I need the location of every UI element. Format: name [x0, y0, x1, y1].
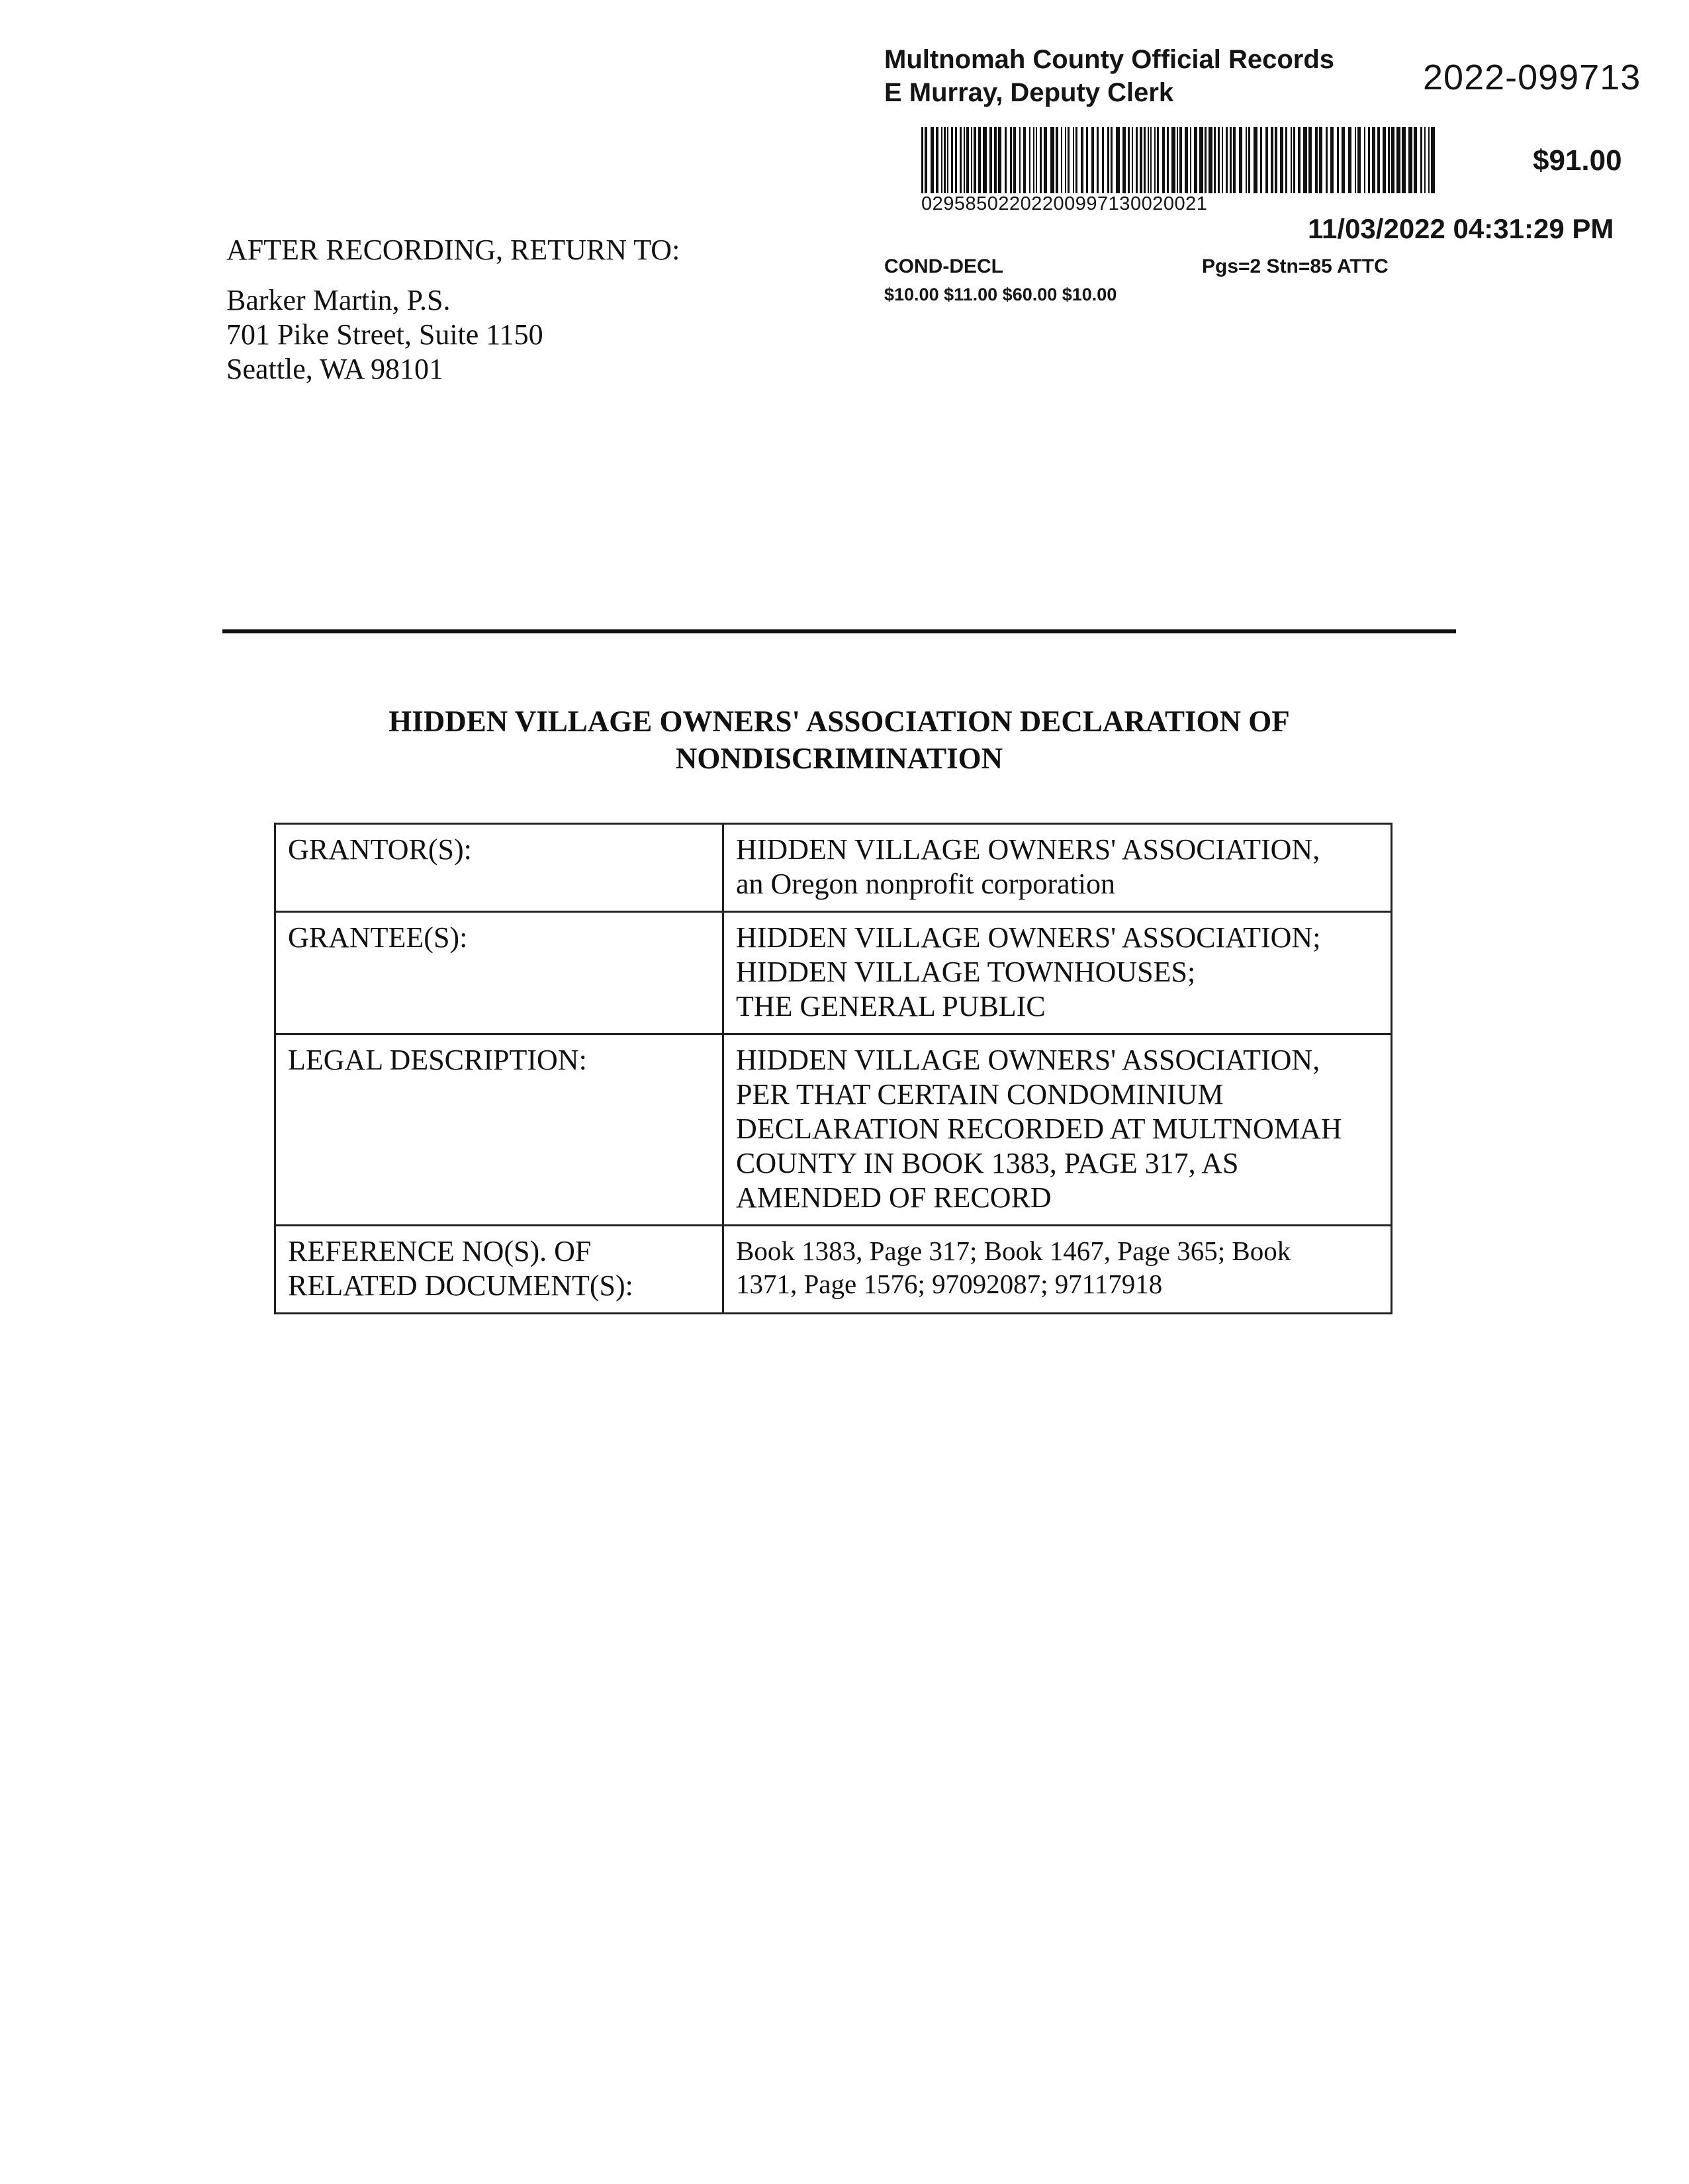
reference-numbers-value [723, 1226, 1392, 1314]
barcode-bar [1260, 127, 1262, 193]
table-row-reference-numbers [275, 1226, 1392, 1314]
barcode-bar [936, 127, 938, 193]
barcode-bar [925, 127, 927, 193]
legal-description-value [723, 1034, 1392, 1226]
fee-breakdown: $10.00 $11.00 $60.00 $10.00 [884, 285, 1117, 304]
barcode-bar [1097, 127, 1099, 193]
cell-line: THE GENERAL PUBLIC [736, 990, 1046, 1023]
barcode-bar [1396, 127, 1400, 193]
barcode-bar [989, 127, 992, 193]
barcode-bar [921, 127, 923, 193]
barcode-digits: 02958502202200997130020021 [921, 193, 1208, 214]
grantee-value [723, 912, 1392, 1034]
barcode-bar [1285, 127, 1287, 193]
return-address-block [226, 283, 543, 387]
barcode-bar [931, 127, 934, 193]
barcode-bar [1005, 127, 1007, 193]
table-row-grantor [275, 824, 1392, 912]
barcode-bar [1023, 127, 1026, 193]
barcode-bar [1148, 127, 1149, 193]
barcode-bar [1132, 127, 1133, 193]
barcode-bar [1402, 127, 1406, 193]
barcode-bar [983, 127, 987, 193]
barcode-bar [1275, 127, 1277, 193]
barcode-bar [1102, 127, 1104, 193]
barcode-bar [1185, 127, 1188, 193]
barcode-bar [1136, 127, 1138, 193]
cell-line: AMENDED OF RECORD [736, 1181, 1052, 1214]
barcode-bar [1033, 127, 1034, 193]
barcode-bar [1050, 127, 1054, 193]
barcode-bar [1167, 127, 1169, 193]
barcode-bar [974, 127, 976, 193]
barcode-bar [1280, 127, 1283, 193]
barcode-bar [1271, 127, 1273, 193]
grantor-label [275, 824, 723, 912]
barcode-bar [1368, 127, 1370, 193]
barcode-bar [1150, 127, 1152, 193]
barcode-bar [944, 127, 946, 193]
barcode-bar [1254, 127, 1257, 193]
barcode-bar [1348, 127, 1351, 193]
barcode-bar [1177, 127, 1178, 193]
barcode-bar [1431, 127, 1435, 193]
barcode-bar [1086, 127, 1088, 193]
barcode-bar [1330, 127, 1334, 193]
barcode-bar [1205, 127, 1207, 193]
barcode-bar [1040, 127, 1042, 193]
document-title-line: HIDDEN VILLAGE OWNERS' ASSOCIATION DECLARATION OF [388, 705, 1290, 738]
barcode-bar [1326, 127, 1328, 193]
barcode-bar [1209, 127, 1212, 193]
barcode-bar [1298, 127, 1301, 193]
barcode-bar [1214, 127, 1216, 193]
barcode-bar [1179, 127, 1182, 193]
barcode-bar [1044, 127, 1047, 193]
barcode-bar [1122, 127, 1126, 193]
barcode-bar [1128, 127, 1130, 193]
barcode-bar [1291, 127, 1292, 193]
barcode-bar [1414, 127, 1417, 193]
barcode-bar [978, 127, 981, 193]
cell-line: HIDDEN VILLAGE OWNERS' ASSOCIATION, [736, 833, 1320, 866]
cell-line: HIDDEN VILLAGE TOWNHOUSES; [736, 956, 1196, 988]
barcode-bar [1319, 127, 1322, 193]
barcode-bar [1065, 127, 1066, 193]
table-row-legal-description [275, 1034, 1392, 1226]
return-address-line: Barker Martin, P.S. [226, 284, 451, 316]
return-address-line: 701 Pike Street, Suite 1150 [226, 318, 543, 351]
barcode-bar [1013, 127, 1016, 193]
pages-station-info: Pgs=2 Stn=85 ATTC [1202, 255, 1389, 277]
barcode-bar [1315, 127, 1318, 193]
barcode-bar [1140, 127, 1142, 193]
barcode-bar [1357, 127, 1361, 193]
barcode-bar [1056, 127, 1058, 193]
barcode-bar [1337, 127, 1339, 193]
cell-line: an Oregon nonprofit corporation [736, 868, 1116, 900]
barcode-bar [1428, 127, 1430, 193]
document-title [222, 703, 1456, 777]
barcode-bar [1377, 127, 1380, 193]
cell-line: RELATED DOCUMENT(S): [288, 1269, 633, 1302]
barcode-bar [1239, 127, 1242, 193]
barcode-bar [971, 127, 972, 193]
barcode-bar [1222, 127, 1223, 193]
barcode-bar [964, 127, 965, 193]
cell-line: LEGAL DESCRIPTION: [288, 1044, 587, 1076]
cell-line: HIDDEN VILLAGE OWNERS' ASSOCIATION; [736, 921, 1321, 954]
grantee-label [275, 912, 723, 1034]
cell-line: REFERENCE NO(S). OF [288, 1235, 592, 1267]
barcode-bar [1420, 127, 1422, 193]
barcode-bar [1408, 127, 1412, 193]
barcode-bar [960, 127, 962, 193]
barcode-bar [1162, 127, 1165, 193]
reference-numbers-label [275, 1226, 723, 1314]
barcode-bar [1029, 127, 1030, 193]
barcode-bar [1246, 127, 1247, 193]
return-to-heading: AFTER RECORDING, RETURN TO: [226, 234, 680, 266]
barcode-bar [1091, 127, 1094, 193]
barcode-bar [1265, 127, 1268, 193]
barcode-bar [1218, 127, 1220, 193]
cell-line: Book 1383, Page 317; Book 1467, Page 365; Book [736, 1236, 1291, 1266]
county-records-label: Multnomah County Official Records [884, 45, 1335, 74]
barcode-bar [1068, 127, 1070, 193]
barcode-bar [1111, 127, 1113, 193]
cell-line: 1371, Page 1576; 97092087; 97117918 [736, 1269, 1163, 1299]
barcode-bar [1372, 127, 1375, 193]
barcode-bar [1075, 127, 1077, 193]
barcode-bar [947, 127, 948, 193]
section-divider [222, 629, 1456, 633]
barcode-bar [1303, 127, 1307, 193]
document-title-line: NONDISCRIMINATION [675, 742, 1003, 775]
document-type-code: COND-DECL [884, 255, 1003, 277]
barcode-bar [1424, 127, 1426, 193]
barcode-bar [1355, 127, 1356, 193]
barcode-bar [1342, 127, 1345, 193]
cell-line: HIDDEN VILLAGE OWNERS' ASSOCIATION, [736, 1044, 1320, 1076]
barcode-bar [1194, 127, 1197, 193]
barcode-bar [1157, 127, 1159, 193]
barcode-bar [994, 127, 997, 193]
cell-line: GRANTEE(S): [288, 921, 468, 954]
barcode-bar [1073, 127, 1074, 193]
barcode-bar [1010, 127, 1012, 193]
barcode-bar [1019, 127, 1021, 193]
barcode-bar [1116, 127, 1120, 193]
barcode-bar [1171, 127, 1175, 193]
barcode-bar [1364, 127, 1365, 193]
barcode-image [921, 127, 1435, 193]
barcode-bar [951, 127, 953, 193]
total-fee: $91.00 [1533, 144, 1622, 177]
cell-line: GRANTOR(S): [288, 833, 472, 866]
barcode-bar [1230, 127, 1232, 193]
deputy-clerk-label: E Murray, Deputy Clerk [884, 78, 1174, 107]
barcode-bar [966, 127, 969, 193]
barcode-bar [998, 127, 1001, 193]
barcode-bar [1293, 127, 1295, 193]
barcode-bar [1383, 127, 1386, 193]
barcode-bar [1081, 127, 1083, 193]
recorded-datetime: 11/03/2022 04:31:29 PM [1308, 213, 1614, 244]
barcode-bar [1061, 127, 1062, 193]
legal-description-label [275, 1034, 723, 1226]
cell-line: COUNTY IN BOOK 1383, PAGE 317, AS [736, 1147, 1239, 1179]
barcode-bar [1388, 127, 1390, 193]
barcode-bar [1391, 127, 1394, 193]
barcode-bar [1107, 127, 1109, 193]
cell-line: DECLARATION RECORDED AT MULTNOMAH [736, 1113, 1342, 1145]
barcode-bar [1190, 127, 1191, 193]
barcode-bar [1226, 127, 1228, 193]
grantor-value [723, 824, 1392, 912]
barcode-bar [1233, 127, 1236, 193]
return-address-line: Seattle, WA 98101 [226, 353, 443, 385]
recording-info-table [274, 823, 1392, 1314]
barcode-bar [941, 127, 942, 193]
document-number: 2022-099713 [1423, 58, 1641, 97]
barcode-bar [1199, 127, 1203, 193]
barcode-bar [1308, 127, 1312, 193]
barcode-bar [1154, 127, 1156, 193]
barcode-bar [1036, 127, 1037, 193]
table-row-grantee [275, 912, 1392, 1034]
cell-line: PER THAT CERTAIN CONDOMINIUM [736, 1078, 1224, 1111]
barcode-bar [1248, 127, 1250, 193]
barcode-bar [1144, 127, 1146, 193]
barcode-bar [955, 127, 957, 193]
